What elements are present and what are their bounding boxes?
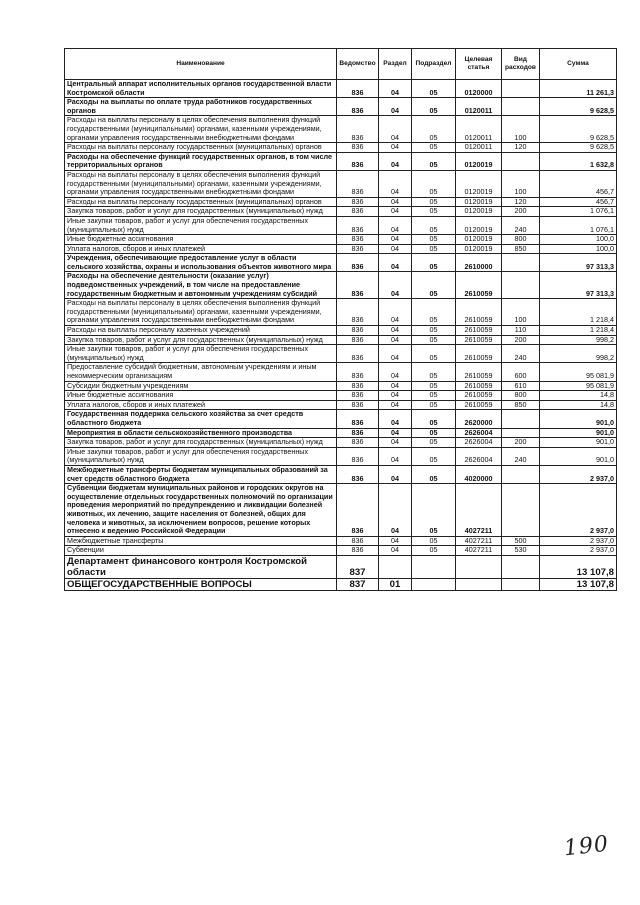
cell-section: 04 xyxy=(379,80,412,98)
cell-subsection: 05 xyxy=(412,197,456,207)
cell-dept: 836 xyxy=(337,335,379,345)
cell-section: 04 xyxy=(379,546,412,556)
cell-dept: 836 xyxy=(337,326,379,336)
cell-name: Субвенции xyxy=(65,546,337,556)
table-row xyxy=(65,299,617,326)
cell-name: Предоставление субсидий бюджетным, автономным учреждениям и иным некоммерческим организациям xyxy=(65,363,337,381)
table-row xyxy=(65,143,617,153)
cell-name: Департамент финансового контроля Костромской области xyxy=(65,555,337,578)
header-subsection: Подраздел xyxy=(412,49,456,80)
cell-kind: 100 xyxy=(502,170,540,197)
table-row xyxy=(65,381,617,391)
cell-sum: 2 937,0 xyxy=(540,546,617,556)
cell-name: Центральный аппарат исполнительных органов государственной власти Костромской области xyxy=(65,80,337,98)
table-row xyxy=(65,244,617,254)
table-row xyxy=(65,363,617,381)
table-row xyxy=(65,400,617,410)
table-row xyxy=(65,465,617,483)
cell-target: 2626004 xyxy=(456,428,502,438)
cell-section: 04 xyxy=(379,254,412,272)
cell-dept: 836 xyxy=(337,428,379,438)
cell-subsection: 05 xyxy=(412,98,456,116)
table-row xyxy=(65,578,617,590)
cell-sum: 901,0 xyxy=(540,438,617,448)
cell-section: 04 xyxy=(379,116,412,143)
cell-dept: 836 xyxy=(337,216,379,234)
table-row xyxy=(65,235,617,245)
table-row xyxy=(65,272,617,299)
cell-name: Субсидии бюджетным учреждениям xyxy=(65,381,337,391)
cell-sum: 1 076,1 xyxy=(540,207,617,217)
cell-section: 04 xyxy=(379,484,412,537)
cell-name: Расходы на обеспечение функций государственных органов, в том числе территориальных органов xyxy=(65,152,337,170)
cell-sum: 100,0 xyxy=(540,244,617,254)
cell-subsection: 05 xyxy=(412,299,456,326)
cell-section: 04 xyxy=(379,170,412,197)
cell-section: 04 xyxy=(379,428,412,438)
cell-sum: 998,2 xyxy=(540,335,617,345)
cell-kind xyxy=(502,555,540,578)
cell-target: 0120019 xyxy=(456,152,502,170)
cell-dept: 836 xyxy=(337,80,379,98)
cell-dept: 836 xyxy=(337,438,379,448)
cell-name: Межбюджетные трансферты бюджетам муниципальных образований за счет средств областного бюджета xyxy=(65,465,337,483)
cell-name: Уплата налогов, сборов и иных платежей xyxy=(65,400,337,410)
cell-target: 4027211 xyxy=(456,484,502,537)
cell-kind: 240 xyxy=(502,447,540,465)
cell-section: 04 xyxy=(379,244,412,254)
cell-kind: 100 xyxy=(502,116,540,143)
cell-sum: 9 628,5 xyxy=(540,143,617,153)
cell-name: Субвенции бюджетам муниципальных районов и городских округов на осуществление отдельных государственных полномочий по организации проведения мероприятий по предупреждению и ликвидации болезней животных, их лечению, защите населения от болезней, общих для человека и животных, за исключением вопросов, решение которых отнесено к ведению Российской Федерации xyxy=(65,484,337,537)
cell-name: Расходы на выплаты персоналу в целях обеспечения выполнения функций государственными (муниципальными) органами, казенными учреждениями, органами управления государственными внебюджетными фондами xyxy=(65,299,337,326)
cell-name: Расходы на выплаты персоналу в целях обеспечения выполнения функций государственными (муниципальными) органами, казенными учреждениями, органами управления государственными внебюджетными фондами xyxy=(65,116,337,143)
cell-subsection: 05 xyxy=(412,410,456,428)
cell-target: 2610059 xyxy=(456,326,502,336)
cell-dept: 836 xyxy=(337,363,379,381)
cell-kind: 200 xyxy=(502,438,540,448)
cell-dept: 836 xyxy=(337,235,379,245)
cell-kind: 240 xyxy=(502,345,540,363)
cell-kind: 500 xyxy=(502,536,540,546)
cell-dept: 836 xyxy=(337,400,379,410)
cell-target: 0120019 xyxy=(456,216,502,234)
table-row xyxy=(65,484,617,537)
cell-kind: 600 xyxy=(502,363,540,381)
cell-sum: 14,8 xyxy=(540,400,617,410)
table-row xyxy=(65,80,617,98)
cell-subsection: 05 xyxy=(412,335,456,345)
budget-table xyxy=(64,48,617,591)
cell-dept: 836 xyxy=(337,170,379,197)
cell-subsection: 05 xyxy=(412,484,456,537)
table-row xyxy=(65,207,617,217)
cell-dept: 836 xyxy=(337,447,379,465)
cell-dept: 836 xyxy=(337,98,379,116)
page-number: 190 xyxy=(562,831,611,862)
cell-sum: 14,8 xyxy=(540,391,617,401)
cell-target: 2610059 xyxy=(456,345,502,363)
cell-target: 0120011 xyxy=(456,98,502,116)
table-row xyxy=(65,410,617,428)
cell-sum: 100,0 xyxy=(540,235,617,245)
cell-sum: 2 937,0 xyxy=(540,465,617,483)
cell-sum: 998,2 xyxy=(540,345,617,363)
cell-subsection: 05 xyxy=(412,345,456,363)
cell-section: 04 xyxy=(379,197,412,207)
table-header-row xyxy=(65,49,617,80)
cell-kind xyxy=(502,254,540,272)
cell-subsection: 05 xyxy=(412,326,456,336)
cell-name: Закупка товаров, работ и услуг для государственных (муниципальных) нужд xyxy=(65,207,337,217)
cell-kind: 850 xyxy=(502,244,540,254)
cell-subsection: 05 xyxy=(412,428,456,438)
cell-name: Иные закупки товаров, работ и услуг для обеспечения государственных (муниципальных) нужд xyxy=(65,216,337,234)
cell-subsection: 05 xyxy=(412,80,456,98)
cell-target: 2610059 xyxy=(456,363,502,381)
cell-sum: 95 081,9 xyxy=(540,381,617,391)
cell-sum: 1 076,1 xyxy=(540,216,617,234)
cell-sum: 95 081,9 xyxy=(540,363,617,381)
cell-target: 4020000 xyxy=(456,465,502,483)
cell-subsection: 05 xyxy=(412,244,456,254)
header-name: Наименование xyxy=(65,49,337,80)
cell-section: 04 xyxy=(379,299,412,326)
cell-name: Расходы на выплаты персоналу государственных (муниципальных) органов xyxy=(65,197,337,207)
cell-name: Иные закупки товаров, работ и услуг для обеспечения государственных (муниципальных) нужд xyxy=(65,345,337,363)
cell-subsection: 05 xyxy=(412,216,456,234)
cell-subsection: 05 xyxy=(412,254,456,272)
cell-kind xyxy=(502,80,540,98)
table-row xyxy=(65,152,617,170)
cell-sum: 97 313,3 xyxy=(540,272,617,299)
cell-section: 04 xyxy=(379,272,412,299)
cell-section xyxy=(379,555,412,578)
table-row xyxy=(65,216,617,234)
table-row xyxy=(65,536,617,546)
cell-section: 04 xyxy=(379,438,412,448)
cell-name: Расходы на выплаты персоналу в целях обеспечения выполнения функций государственными (муниципальными) органами, казенными учреждениями, органами управления государственными внебюджетными фондами xyxy=(65,170,337,197)
cell-subsection: 05 xyxy=(412,465,456,483)
cell-subsection: 05 xyxy=(412,536,456,546)
cell-dept: 836 xyxy=(337,381,379,391)
table-row xyxy=(65,254,617,272)
cell-section: 04 xyxy=(379,143,412,153)
cell-name: Учреждения, обеспечивающие предоставление услуг в области сельского хозяйства, охраны и использования объектов животного мира xyxy=(65,254,337,272)
cell-kind: 530 xyxy=(502,546,540,556)
cell-sum: 1 632,8 xyxy=(540,152,617,170)
cell-name: Иные бюджетные ассигнования xyxy=(65,391,337,401)
cell-dept: 836 xyxy=(337,391,379,401)
cell-sum: 2 937,0 xyxy=(540,536,617,546)
cell-sum: 2 937,0 xyxy=(540,484,617,537)
cell-sum: 456,7 xyxy=(540,197,617,207)
cell-subsection: 05 xyxy=(412,391,456,401)
cell-subsection xyxy=(412,578,456,590)
cell-subsection: 05 xyxy=(412,546,456,556)
cell-kind: 200 xyxy=(502,207,540,217)
table-row xyxy=(65,345,617,363)
cell-target: 2610059 xyxy=(456,335,502,345)
cell-dept: 836 xyxy=(337,152,379,170)
cell-subsection: 05 xyxy=(412,152,456,170)
cell-name: Уплата налогов, сборов и иных платежей xyxy=(65,244,337,254)
cell-kind: 110 xyxy=(502,326,540,336)
cell-subsection: 05 xyxy=(412,438,456,448)
cell-sum: 1 218,4 xyxy=(540,299,617,326)
cell-name: Иные бюджетные ассигнования xyxy=(65,235,337,245)
cell-target: 2626004 xyxy=(456,447,502,465)
cell-kind: 800 xyxy=(502,391,540,401)
cell-target: 2610059 xyxy=(456,272,502,299)
cell-kind: 240 xyxy=(502,216,540,234)
cell-kind: 850 xyxy=(502,400,540,410)
cell-target: 0120011 xyxy=(456,116,502,143)
cell-kind xyxy=(502,578,540,590)
header-target: Целевая статья xyxy=(456,49,502,80)
cell-section: 04 xyxy=(379,363,412,381)
cell-section: 04 xyxy=(379,345,412,363)
header-kind: Вид расходов xyxy=(502,49,540,80)
cell-subsection: 05 xyxy=(412,235,456,245)
cell-target: 2610059 xyxy=(456,299,502,326)
cell-subsection: 05 xyxy=(412,400,456,410)
cell-sum: 901,0 xyxy=(540,428,617,438)
cell-subsection: 05 xyxy=(412,143,456,153)
cell-kind: 200 xyxy=(502,335,540,345)
table-row xyxy=(65,447,617,465)
cell-kind xyxy=(502,152,540,170)
cell-name: Межбюджетные трансферты xyxy=(65,536,337,546)
cell-kind: 100 xyxy=(502,299,540,326)
cell-name: ОБЩЕГОСУДАРСТВЕННЫЕ ВОПРОСЫ xyxy=(65,578,337,590)
cell-kind xyxy=(502,465,540,483)
table-row xyxy=(65,170,617,197)
cell-subsection: 05 xyxy=(412,170,456,197)
cell-kind xyxy=(502,410,540,428)
table-row xyxy=(65,116,617,143)
cell-dept: 836 xyxy=(337,116,379,143)
cell-target xyxy=(456,578,502,590)
cell-dept: 836 xyxy=(337,207,379,217)
cell-subsection: 05 xyxy=(412,207,456,217)
cell-subsection: 05 xyxy=(412,272,456,299)
cell-section: 04 xyxy=(379,400,412,410)
table-row xyxy=(65,326,617,336)
cell-section: 04 xyxy=(379,465,412,483)
cell-kind xyxy=(502,98,540,116)
budget-sheet xyxy=(64,48,616,591)
cell-dept: 836 xyxy=(337,345,379,363)
cell-dept: 836 xyxy=(337,254,379,272)
cell-dept: 836 xyxy=(337,197,379,207)
cell-target: 0120000 xyxy=(456,80,502,98)
cell-dept: 836 xyxy=(337,299,379,326)
cell-target: 4027211 xyxy=(456,546,502,556)
cell-kind xyxy=(502,428,540,438)
cell-sum: 901,0 xyxy=(540,447,617,465)
cell-dept: 837 xyxy=(337,578,379,590)
cell-dept: 836 xyxy=(337,410,379,428)
cell-sum: 97 313,3 xyxy=(540,254,617,272)
cell-name: Расходы на выплаты персоналу государственных (муниципальных) органов xyxy=(65,143,337,153)
cell-kind: 800 xyxy=(502,235,540,245)
cell-section: 04 xyxy=(379,235,412,245)
cell-target: 2620000 xyxy=(456,410,502,428)
cell-kind: 120 xyxy=(502,197,540,207)
cell-sum: 901,0 xyxy=(540,410,617,428)
cell-kind xyxy=(502,484,540,537)
cell-name: Расходы на выплаты персоналу казенных учреждений xyxy=(65,326,337,336)
cell-name: Иные закупки товаров, работ и услуг для обеспечения государственных (муниципальных) нужд xyxy=(65,447,337,465)
cell-dept: 836 xyxy=(337,465,379,483)
cell-name: Расходы на выплаты по оплате труда работников государственных органов xyxy=(65,98,337,116)
cell-section: 04 xyxy=(379,447,412,465)
cell-section: 04 xyxy=(379,391,412,401)
table-row xyxy=(65,335,617,345)
cell-name: Закупка товаров, работ и услуг для государственных (муниципальных) нужд xyxy=(65,438,337,448)
cell-target: 2626004 xyxy=(456,438,502,448)
cell-subsection: 05 xyxy=(412,447,456,465)
cell-target: 2610000 xyxy=(456,254,502,272)
cell-subsection: 05 xyxy=(412,363,456,381)
cell-target: 0120019 xyxy=(456,235,502,245)
cell-kind: 610 xyxy=(502,381,540,391)
cell-sum: 9 628,5 xyxy=(540,98,617,116)
cell-section: 04 xyxy=(379,98,412,116)
cell-sum: 456,7 xyxy=(540,170,617,197)
cell-dept: 836 xyxy=(337,272,379,299)
cell-subsection: 05 xyxy=(412,116,456,143)
cell-name: Государственная поддержка сельского хозяйства за счет средств областного бюджета xyxy=(65,410,337,428)
cell-section: 04 xyxy=(379,335,412,345)
cell-section: 04 xyxy=(379,536,412,546)
cell-name: Мероприятия в области сельскохозяйственного производства xyxy=(65,428,337,438)
cell-target: 2610059 xyxy=(456,381,502,391)
table-row xyxy=(65,98,617,116)
cell-target: 4027211 xyxy=(456,536,502,546)
cell-target: 2610059 xyxy=(456,391,502,401)
table-row xyxy=(65,546,617,556)
cell-dept: 836 xyxy=(337,484,379,537)
cell-sum: 9 628,5 xyxy=(540,116,617,143)
cell-section: 04 xyxy=(379,381,412,391)
table-row xyxy=(65,391,617,401)
cell-section: 04 xyxy=(379,326,412,336)
table-row xyxy=(65,197,617,207)
cell-target: 0120019 xyxy=(456,244,502,254)
cell-sum: 11 261,3 xyxy=(540,80,617,98)
cell-kind: 120 xyxy=(502,143,540,153)
cell-dept: 836 xyxy=(337,546,379,556)
cell-dept: 836 xyxy=(337,536,379,546)
cell-dept: 836 xyxy=(337,244,379,254)
cell-target: 0120019 xyxy=(456,197,502,207)
cell-dept: 836 xyxy=(337,143,379,153)
cell-sum: 1 218,4 xyxy=(540,326,617,336)
cell-target: 0120019 xyxy=(456,170,502,197)
cell-name: Закупка товаров, работ и услуг для государственных (муниципальных) нужд xyxy=(65,335,337,345)
cell-subsection: 05 xyxy=(412,381,456,391)
table-row xyxy=(65,428,617,438)
header-dept: Ведомство xyxy=(337,49,379,80)
cell-target xyxy=(456,555,502,578)
cell-section: 04 xyxy=(379,152,412,170)
cell-kind xyxy=(502,272,540,299)
header-section: Раздел xyxy=(379,49,412,80)
cell-name: Расходы на обеспечение деятельности (оказание услуг) подведомственных учреждений, в том числе на предоставление государственным бюджетным и автономным учреждениям субсидий xyxy=(65,272,337,299)
header-sum: Сумма xyxy=(540,49,617,80)
cell-section: 04 xyxy=(379,410,412,428)
cell-dept: 837 xyxy=(337,555,379,578)
cell-target: 2610059 xyxy=(456,400,502,410)
table-row xyxy=(65,555,617,578)
cell-section: 01 xyxy=(379,578,412,590)
table-body xyxy=(65,80,617,591)
cell-section: 04 xyxy=(379,216,412,234)
cell-subsection xyxy=(412,555,456,578)
cell-target: 0120019 xyxy=(456,207,502,217)
table-row xyxy=(65,438,617,448)
cell-section: 04 xyxy=(379,207,412,217)
cell-sum: 13 107,8 xyxy=(540,555,617,578)
cell-sum: 13 107,8 xyxy=(540,578,617,590)
cell-target: 0120011 xyxy=(456,143,502,153)
